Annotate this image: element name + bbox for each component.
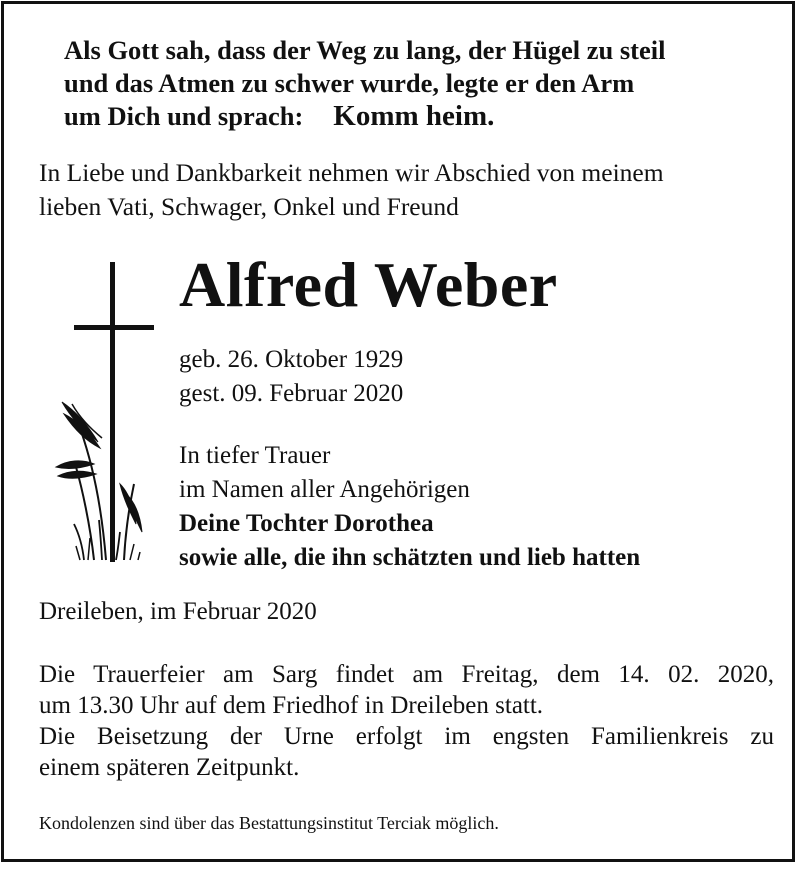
motto-line-3 xyxy=(64,100,665,133)
cross-with-wheat-icon xyxy=(54,262,164,562)
mourners-line-1: In tiefer Trauer xyxy=(179,442,331,469)
intro-line-1: In Liebe und Dankbarkeit nehmen wir Abschied von meinem xyxy=(39,158,664,187)
motto-line-2: und das Atmen zu schwer wurde, legte er den Arm xyxy=(64,68,635,98)
funeral-line-3: Die Beisetzung der Urne erfolgt im engsten Familienkreis zu xyxy=(39,723,774,750)
death-date: gest. 09. Februar 2020 xyxy=(179,380,404,407)
birth-date: geb. 26. Oktober 1929 xyxy=(179,346,404,373)
life-dates xyxy=(179,343,403,411)
mourners-daughter: Deine Tochter Dorothea xyxy=(179,510,434,537)
motto-line-3-text: um Dich und sprach: xyxy=(64,101,304,131)
mourners-all: sowie alle, die ihn schätzten und lieb hatten xyxy=(179,544,641,571)
deceased-name: Alfred Weber xyxy=(179,249,558,320)
place-date: Dreileben, im Februar 2020 xyxy=(39,598,317,625)
motto-line-1: Als Gott sah, dass der Weg zu lang, der Hügel zu steil xyxy=(64,35,666,65)
funeral-line-1: Die Trauerfeier am Sarg findet am Freitag, dem 14. 02. 2020, xyxy=(39,661,774,688)
funeral-line-2: um 13.30 Uhr auf dem Friedhof in Dreileben statt. xyxy=(39,692,544,719)
obituary-frame xyxy=(1,1,795,862)
mourners-block xyxy=(179,439,640,575)
mourners-line-2: im Namen aller Angehörigen xyxy=(179,476,470,503)
intro-line-2: lieben Vati, Schwager, Onkel und Freund xyxy=(39,192,459,221)
funeral-line-4: einem späteren Zeitpunkt. xyxy=(39,754,300,781)
motto-emphasis: Komm heim. xyxy=(333,100,495,132)
motto-verse xyxy=(64,34,665,133)
funeral-details xyxy=(39,659,774,783)
intro-text xyxy=(39,156,664,224)
condolence-note: Kondolenzen sind über das Bestattungsinstitut Terciak möglich. xyxy=(39,813,499,833)
